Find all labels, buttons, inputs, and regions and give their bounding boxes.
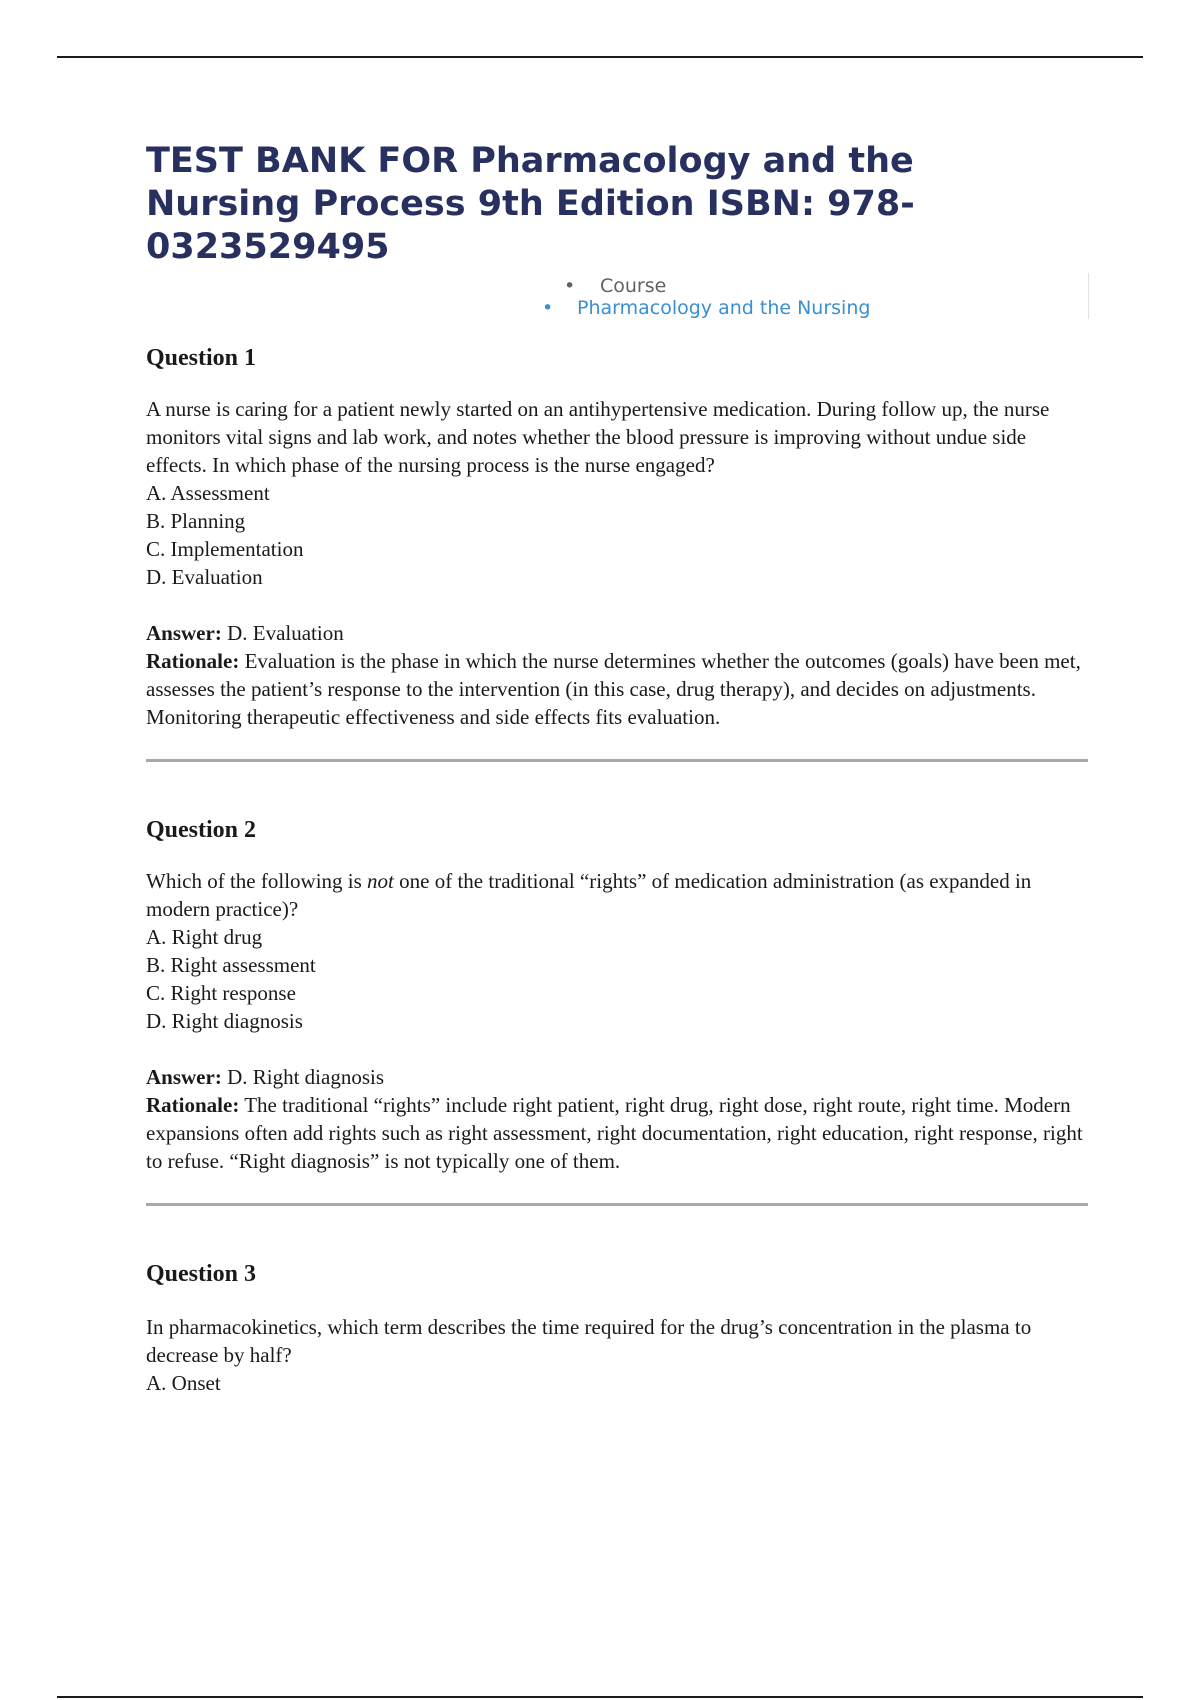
rationale-label: Rationale: bbox=[146, 649, 240, 673]
page-top-rule bbox=[57, 56, 1143, 58]
answer-line bbox=[146, 1063, 1088, 1091]
document-body bbox=[146, 140, 1088, 1397]
rationale-label: Rationale: bbox=[146, 1093, 240, 1117]
course-label-item bbox=[564, 275, 666, 297]
answer-label: Answer: bbox=[146, 1065, 222, 1089]
answer-line bbox=[146, 619, 1088, 647]
question-heading: Question 3 bbox=[146, 1261, 257, 1287]
option-c: C. Right response bbox=[146, 981, 296, 1005]
option-a: A. Assessment bbox=[146, 481, 270, 505]
course-link[interactable]: Pharmacology and the Nursing bbox=[577, 297, 871, 319]
question-text bbox=[146, 867, 1088, 923]
option-c: C. Implementation bbox=[146, 537, 304, 561]
rationale-text: Evaluation is the phase in which the nurse determines whether the outcomes (goals) have been met, assesses the patient’s response to the intervention (in this case, drug therapy), and decides on adjustments. Monitoring therapeutic effectiveness and side effects fits evaluation. bbox=[146, 649, 1081, 729]
option-d: D. Evaluation bbox=[146, 565, 263, 589]
answer-value: D. Evaluation bbox=[227, 621, 344, 645]
page-bottom-rule bbox=[57, 1696, 1143, 1698]
question-1 bbox=[146, 343, 1088, 731]
question-text: A nurse is caring for a patient newly started on an antihypertensive medication. During follow up, the nurse monitors vital signs and lab work, and notes whether the blood pressure is improving without undue side effects. In which phase of the nursing process is the nurse engaged? bbox=[146, 397, 1050, 477]
meta-divider bbox=[1088, 273, 1089, 319]
course-metadata bbox=[146, 273, 1088, 323]
bullet-icon: • bbox=[564, 275, 576, 297]
question-heading: Question 1 bbox=[146, 345, 257, 371]
question-text-part: Which of the following is bbox=[146, 869, 368, 893]
question-text-emphasis: not bbox=[367, 869, 394, 893]
answer-value: D. Right diagnosis bbox=[227, 1065, 385, 1089]
rationale-line bbox=[146, 647, 1088, 731]
rationale-text: The traditional “rights” include right patient, right drug, right dose, right route, right time. Modern expansions often add rights such as right assessment, right documentation, right education, right response, right to refuse. “Right diagnosis” is not typically one of them. bbox=[146, 1093, 1083, 1173]
answer-options bbox=[146, 923, 1088, 1035]
answer-options bbox=[146, 479, 1088, 591]
answer-options bbox=[146, 1369, 1088, 1397]
option-a: A. Onset bbox=[146, 1371, 221, 1395]
rationale-line bbox=[146, 1091, 1088, 1175]
option-b: B. Planning bbox=[146, 509, 246, 533]
question-heading: Question 2 bbox=[146, 817, 257, 843]
question-3 bbox=[146, 1259, 1088, 1397]
option-d: D. Right diagnosis bbox=[146, 1009, 303, 1033]
question-divider bbox=[146, 1203, 1088, 1206]
course-link-item[interactable] bbox=[542, 297, 870, 319]
option-b: B. Right assessment bbox=[146, 953, 316, 977]
question-2 bbox=[146, 815, 1088, 1175]
answer-label: Answer: bbox=[146, 621, 222, 645]
question-divider bbox=[146, 759, 1088, 762]
question-text: In pharmacokinetics, which term describes the time required for the drug’s concentration in the plasma to decrease by half? bbox=[146, 1315, 1032, 1367]
option-a: A. Right drug bbox=[146, 925, 263, 949]
document-title: TEST BANK FOR Pharmacology and the Nursing Process 9th Edition ISBN: 978-0323529495 bbox=[146, 141, 915, 267]
course-label: Course bbox=[600, 275, 667, 297]
question-text-part: one of the traditional “rights” of medication administration (as expanded in modern practice)? bbox=[146, 869, 1032, 921]
bullet-icon: • bbox=[542, 297, 554, 319]
